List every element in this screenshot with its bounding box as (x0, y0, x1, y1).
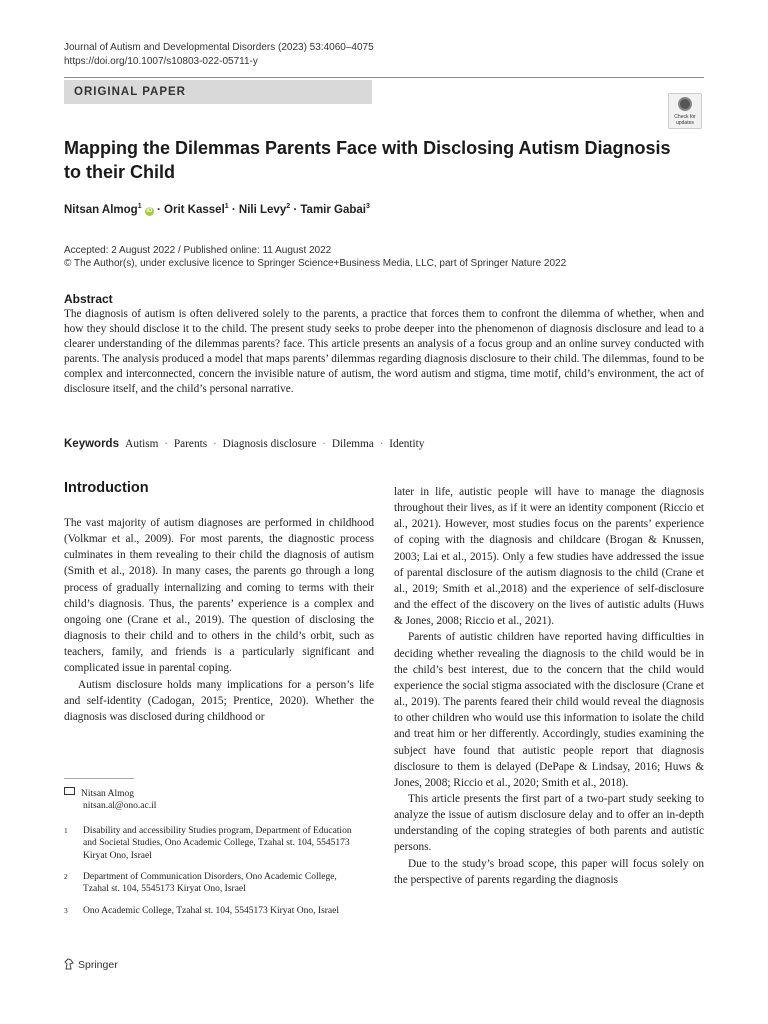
corresponding-author (64, 787, 156, 813)
introduction-heading: Introduction (64, 480, 149, 496)
publication-dates: Accepted: 2 August 2022 / Published online: 11 August 2022 (64, 245, 332, 256)
body-paragraph: Autism disclosure holds many implications for a person’s life and self-identity (Cadogan, 2015; Prentice, 2020). Whether the diagnosis was disclosed during childhood or (64, 678, 374, 723)
author-name[interactable]: Nili Levy (238, 203, 287, 216)
publisher-footer (64, 958, 118, 971)
affiliation (64, 871, 364, 896)
check-for-updates-badge[interactable] (668, 93, 702, 129)
author-affiliation-mark: 1 (224, 203, 229, 210)
affiliation-text: Department of Communication Disorders, Ono Academic College, Tzahal st. 104, 5545173 Kiryat Ono, Israel (83, 872, 337, 895)
abstract-heading: Abstract (64, 292, 113, 306)
keyword: Autism (125, 438, 159, 450)
body-column-right (394, 484, 704, 888)
author-name[interactable]: Nitsan Almog (64, 203, 138, 216)
badge-line2: updates (676, 120, 694, 126)
journal-header (64, 41, 374, 69)
footnote-rule (64, 778, 134, 779)
journal-citation: Journal of Autism and Developmental Disorders (2023) 53:4060–4075 (64, 42, 374, 53)
keyword-separator: · (322, 438, 326, 450)
author-affiliation-mark: 2 (286, 203, 291, 210)
keyword-separator: · (164, 438, 169, 450)
author-list: Nitsan Almog$^1$ iD · Orit Kassel$^1$ · Nili Levy$^2$ · Tamir Gabai$^3$ (64, 203, 370, 216)
body-column-left (64, 515, 374, 725)
keyword-separator: · (379, 438, 384, 450)
body-paragraph: later in life, autistic people will have to manage the diagnosis throughout their lives, as if it were an identity component (Riccio et al., 2021). However, most studies focus on the parents’ experience of coping with the diagnosis and childcare (Brogan & Knussen, 2003; Lai et al., 2015). Only a few studies have addressed the issue of parental disclosure of the autism diagnosis to the child (Crane et al., 2019; Smith et al.,2018) and the experience of self-disclosure and the effect of the discovery on the lives of autistic adults (Huws & Jones, 2008; Riccio et al., 2021). (394, 486, 704, 628)
keyword: Identity (389, 438, 425, 450)
author-affiliation-mark: 1 (137, 203, 142, 210)
affiliation (64, 825, 364, 862)
orcid-icon[interactable]: iD (146, 207, 153, 214)
mail-icon (64, 787, 75, 795)
affiliation-number: 1 (64, 826, 68, 835)
copyright-line: © The Author(s), under exclusive licence to Springer Science+Business Media, LLC, part of Springer Nature 2022 (64, 258, 567, 269)
affiliation-number: 3 (64, 906, 68, 915)
doi-link[interactable]: https://doi.org/10.1007/s10803-022-05711-y (64, 56, 258, 67)
contact-name: Nitsan Almog (81, 789, 135, 799)
paper-type-label: ORIGINAL PAPER (64, 80, 372, 104)
abstract-text: The diagnosis of autism is often delivered solely to the parents, a practice that forces them to confront the dilemma of whether, when and how they should disclose it to the child. The present study seeks to probe deeper into the phenomenon of diagnosis disclosure and lead to a clearer understanding of the dilemmas parents? face. This article presents an analysis of a focus group and an online survey conducted with parents. The analysis produced a model that maps parents’ dilemmas regarding diagnosis disclosure to their child. The dilemmas, found to be complex and interconnected, concern the invisible nature of autism, the word autism and stigma, time motif, child’s environment, the act of disclosure itself, and the child’s personal narrative. (64, 308, 704, 396)
keyword: Parents (173, 438, 208, 450)
body-paragraph: The vast majority of autism diagnoses are performed in childhood (Volkmar et al., 2009). For most parents, the diagnostic process culminates in them revealing to their child the diagnosis of autism (Smith et al., 2018). In many cases, the parents go through a long process of gradually internalizing and coming to terms with their child’s diagnosis. Thus, the parents’ experience is a complex and ongoing one (Crane et al., 2019). The question of disclosing the diagnosis to their child and to others in the child’s orbit, such as teachers, family, and friends is a particularly significant and complicated issue in parental coping. (64, 517, 374, 675)
badge-line1: Check for (674, 114, 696, 120)
affiliation-number: 2 (64, 872, 68, 881)
affiliation-text: Ono Academic College, Tzahal st. 104, 5545173 Kiryat Ono, Israel (83, 906, 339, 916)
update-icon (678, 97, 692, 111)
contact-email[interactable]: nitsan.al@ono.ac.il (83, 801, 157, 812)
keywords (64, 438, 424, 450)
author-name[interactable]: Orit Kassel (164, 203, 225, 216)
paper-title: Mapping the Dilemmas Parents Face with Disclosing Autism Diagnosis to their Child (64, 138, 671, 182)
springer-horse-icon (64, 958, 74, 970)
keyword-separator: · (212, 438, 217, 450)
author-name[interactable]: Tamir Gabai (300, 203, 366, 216)
keyword: Diagnosis disclosure (222, 438, 317, 450)
publisher-name: Springer (78, 959, 118, 971)
body-paragraph: Parents of autistic children have reported having difficulties in deciding whether revealing the diagnosis to the child would be in the child’s best interest, due to the concern that the child would experience the social stigma associated with the disclosure (Crane et al., 2019). The parents feared their child would reveal the diagnosis to other children who would use this information to isolate the child and treat him or her differently. Accordingly, studies examining the subject have found that autistic people report that diagnosis disclosure to them is delayed (DePape & Lindsay, 2016; Huws & Jones, 2008; Riccio et al., 2020; Smith et al., 2018). (394, 631, 704, 789)
affiliation (64, 905, 364, 917)
body-paragraph: Due to the study’s broad scope, this paper will focus solely on the perspective of parents regarding the diagnosis (394, 857, 704, 886)
author-affiliation-mark: 3 (366, 203, 370, 210)
keyword: Dilemma (331, 438, 374, 450)
publication-meta (64, 244, 566, 270)
affiliation-text: Disability and accessibility Studies program, Department of Education and Societal Studies, Ono Academic College, Tzahal st. 104, 5545173 Kiryat Ono, Israel (83, 826, 352, 861)
body-paragraph: This article presents the first part of a two-part study seeking to analyze the issue of autism disclosure delay and to offer an in-depth understanding of the coping strategies of both parents and autistic persons. (394, 792, 704, 854)
keywords-label: Keywords (64, 438, 119, 450)
header-rule (64, 77, 704, 78)
